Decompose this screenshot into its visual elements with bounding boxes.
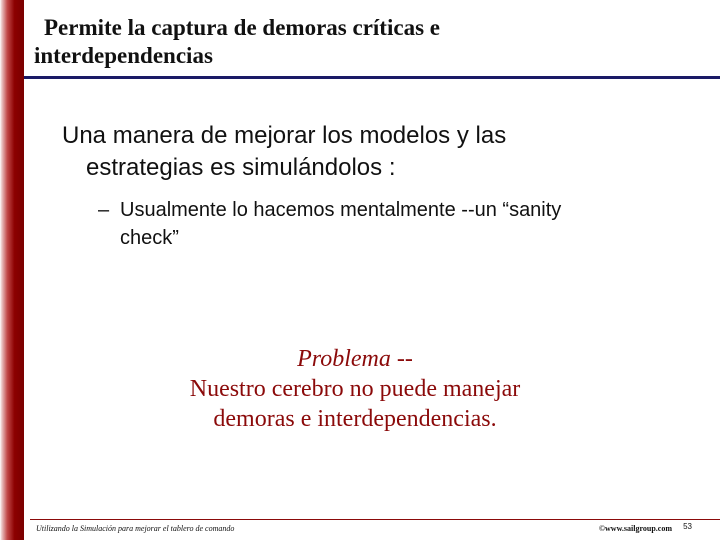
decorative-side-bar bbox=[0, 0, 24, 540]
problem-statement bbox=[110, 344, 600, 434]
sub-bullet bbox=[98, 196, 698, 252]
footer-copyright: ©www.sailgroup.com bbox=[599, 524, 672, 533]
main-bullet-line-2: estrategias es simulándolos : bbox=[86, 154, 396, 181]
footer-divider bbox=[30, 519, 720, 520]
slide-title-line-2: interdependencias bbox=[34, 43, 213, 68]
sub-bullet-line-2: check” bbox=[120, 227, 179, 249]
main-bullet bbox=[62, 120, 682, 184]
problem-line-1: Nuestro cerebro no puede manejar bbox=[189, 376, 521, 402]
main-bullet-line-1: Una manera de mejorar los modelos y las bbox=[62, 122, 507, 149]
slide-title-line-1: Permite la captura de demoras críticas e bbox=[44, 15, 440, 40]
problem-line-2: demoras e interdependencias. bbox=[213, 406, 497, 432]
sub-bullet-dash: – bbox=[98, 199, 110, 221]
slide-title bbox=[34, 14, 674, 70]
sub-bullet-line-1: Usualmente lo hacemos mentalmente --un “sanity bbox=[120, 199, 562, 221]
footer-caption: Utilizando la Simulación para mejorar el tablero de comando bbox=[36, 524, 235, 533]
title-divider bbox=[24, 76, 720, 79]
page-number: 53 bbox=[683, 522, 692, 531]
problem-heading: Problema -- bbox=[297, 346, 413, 372]
